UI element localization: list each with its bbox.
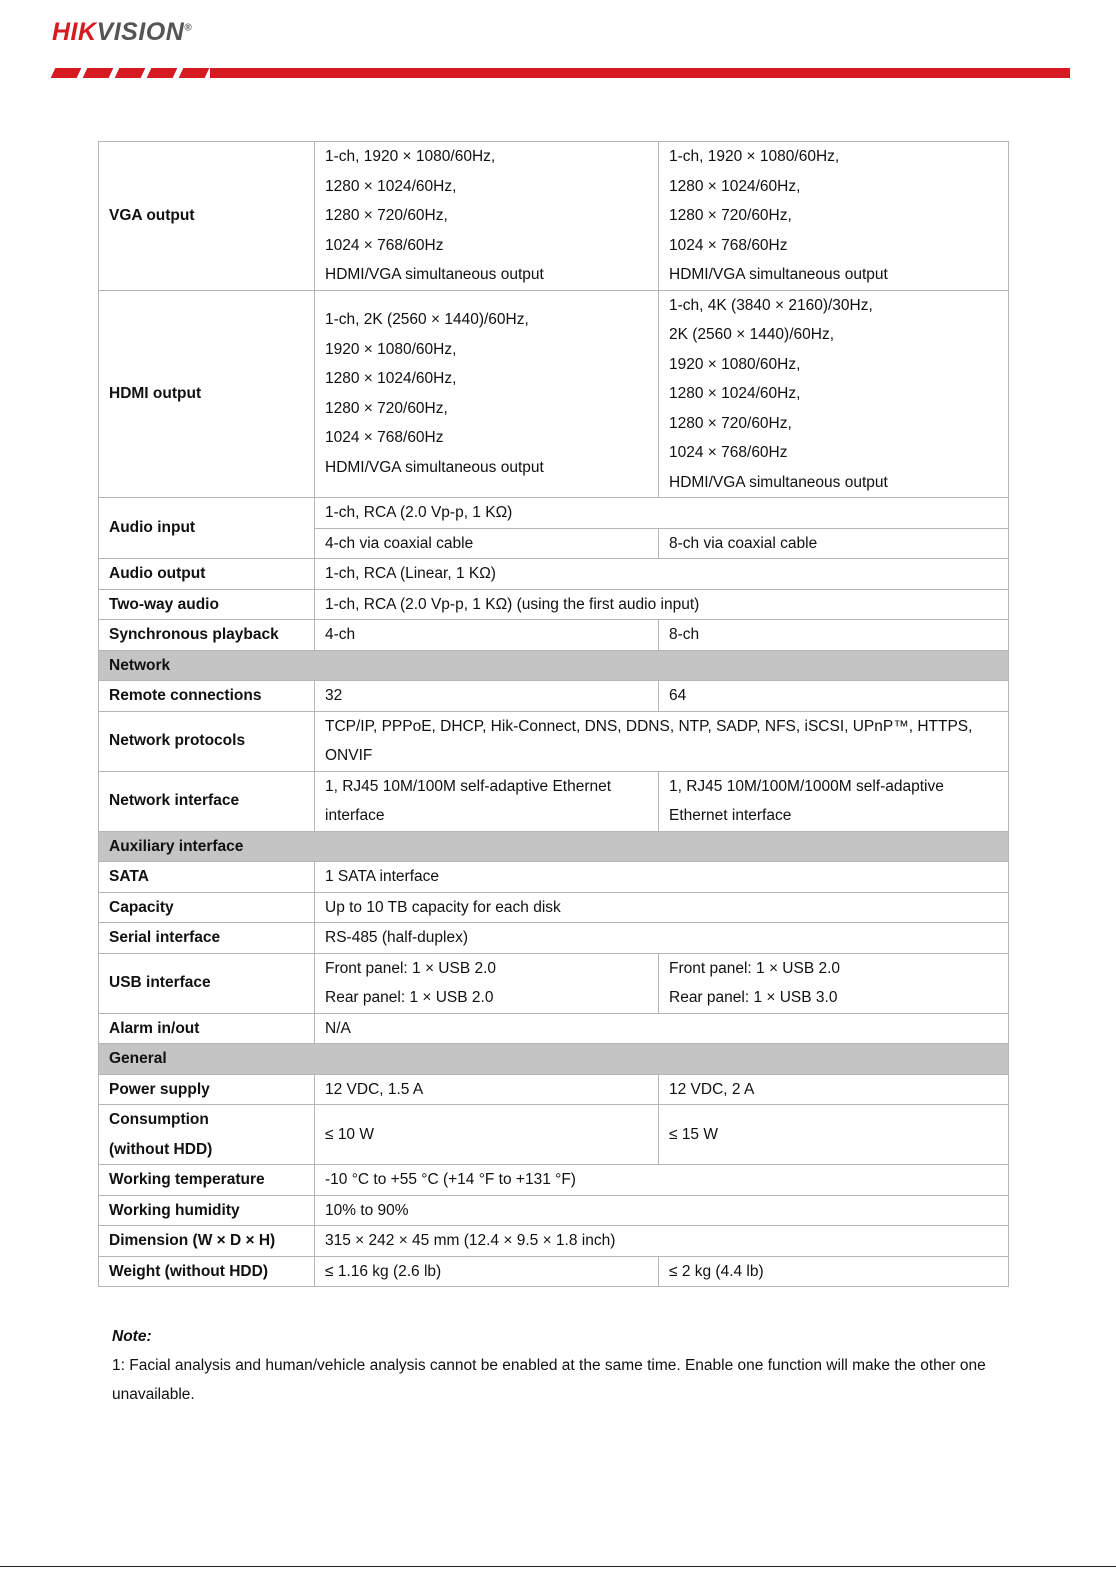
brand-logo — [52, 18, 192, 47]
row-label: SATA — [99, 862, 315, 893]
note-title: Note: — [112, 1328, 152, 1345]
section-title-network: Network — [99, 650, 1009, 681]
cell-line: 1-ch, 1920 × 1080/60Hz, — [669, 148, 840, 165]
spec-cell — [315, 142, 659, 291]
spec-cell: 315 × 242 × 45 mm (12.4 × 9.5 × 1.8 inch) — [315, 1226, 1009, 1257]
header-stripe — [115, 68, 146, 78]
header-stripe — [51, 68, 82, 78]
cell-line: 1920 × 1080/60Hz, — [669, 355, 801, 373]
note-block — [112, 1322, 1012, 1409]
row-label: Weight (without HDD) — [99, 1256, 315, 1287]
row-label: Working humidity — [99, 1195, 315, 1226]
row-label: Alarm in/out — [99, 1013, 315, 1044]
spec-cell — [659, 953, 1009, 1013]
cell-line: 1920 × 1080/60Hz, — [325, 340, 457, 358]
cell-line: 1280 × 720/60Hz, — [325, 207, 448, 224]
spec-cell: 1, RJ45 10M/100M/1000M self-adaptive Ethernet interface — [659, 771, 1009, 831]
spec-cell: 64 — [659, 681, 1009, 712]
row-label: VGA output — [99, 142, 315, 291]
row-label: Dimension (W × D × H) — [99, 1226, 315, 1257]
cell-line: 1-ch, 4K (3840 × 2160)/30Hz, — [669, 296, 873, 314]
row-label: Capacity — [99, 892, 315, 923]
cell-line: 1280 × 720/60Hz, — [669, 207, 792, 224]
spec-cell: ≤ 10 W — [315, 1105, 659, 1165]
table-row — [99, 142, 1009, 291]
cell-line: 1280 × 1024/60Hz, — [669, 177, 801, 195]
cell-line: 1280 × 1024/60Hz, — [325, 177, 457, 195]
cell-line: Front panel: 1 × USB 2.0 — [325, 959, 497, 977]
spec-cell: N/A — [315, 1013, 1009, 1044]
spec-table — [98, 141, 1009, 1287]
header-red-bar — [210, 68, 1070, 78]
row-label: Working temperature — [99, 1165, 315, 1196]
header-stripe — [83, 68, 114, 78]
cell-line: 1024 × 768/60Hz — [325, 236, 444, 254]
spec-cell — [659, 290, 1009, 498]
spec-cell: Up to 10 TB capacity for each disk — [315, 892, 1009, 923]
brand-logo-vision: VISION — [96, 18, 185, 46]
spec-cell: 1, RJ45 10M/100M self-adaptive Ethernet interface — [315, 771, 659, 831]
spec-cell — [315, 290, 659, 498]
note-text: 1: Facial analysis and human/vehicle analysis cannot be enabled at the same time. Enable one function will make the other one unavailable. — [112, 1357, 986, 1403]
cell-line: HDMI/VGA simultaneous output — [325, 458, 544, 476]
spec-cell: ≤ 15 W — [659, 1105, 1009, 1165]
brand-logo-hik: HIK — [52, 18, 97, 46]
spec-cell: 1-ch, RCA (Linear, 1 KΩ) — [315, 559, 1009, 590]
row-label: Audio input — [99, 498, 315, 559]
cell-line: 1024 × 768/60Hz — [669, 444, 788, 461]
cell-line: 1280 × 720/60Hz, — [669, 414, 792, 432]
cell-line: Front panel: 1 × USB 2.0 — [669, 959, 841, 977]
table-row — [99, 1165, 1009, 1196]
section-header-row — [99, 650, 1009, 681]
spec-cell: 1-ch, RCA (2.0 Vp-p, 1 KΩ) (using the first audio input) — [315, 589, 1009, 620]
page-bottom-rule — [0, 1566, 1116, 1567]
spec-cell: 32 — [315, 681, 659, 712]
spec-cell: 10% to 90% — [315, 1195, 1009, 1226]
spec-cell: -10 °C to +55 °C (+14 °F to +131 °F) — [315, 1165, 1009, 1196]
row-label: USB interface — [99, 953, 315, 1013]
table-row — [99, 1226, 1009, 1257]
header-stripe — [147, 68, 178, 78]
row-label: Synchronous playback — [99, 620, 315, 651]
spec-cell: TCP/IP, PPPoE, DHCP, Hik-Connect, DNS, DDNS, NTP, SADP, NFS, iSCSI, UPnP™, HTTPS, ONVIF — [315, 711, 1009, 771]
row-label: Serial interface — [99, 923, 315, 954]
table-row — [99, 1256, 1009, 1287]
cell-line: HDMI/VGA simultaneous output — [669, 473, 888, 491]
table-row — [99, 892, 1009, 923]
spec-cell: ≤ 1.16 kg (2.6 lb) — [315, 1256, 659, 1287]
row-label: HDMI output — [99, 290, 315, 498]
cell-line: HDMI/VGA simultaneous output — [325, 266, 544, 283]
cell-line: 1280 × 1024/60Hz, — [325, 370, 457, 388]
table-row — [99, 498, 1009, 529]
spec-cell: 1-ch, RCA (2.0 Vp-p, 1 KΩ) — [315, 498, 1009, 529]
spec-cell: RS-485 (half-duplex) — [315, 923, 1009, 954]
spec-cell: 8-ch — [659, 620, 1009, 651]
spec-cell: ≤ 2 kg (4.4 lb) — [659, 1256, 1009, 1287]
brand-logo-registered: ® — [184, 22, 193, 34]
cell-line: HDMI/VGA simultaneous output — [669, 266, 888, 283]
section-header-row — [99, 1044, 1009, 1075]
cell-line: 1280 × 1024/60Hz, — [669, 385, 801, 402]
row-label-line: Consumption — [109, 1111, 209, 1128]
cell-line: Rear panel: 1 × USB 3.0 — [669, 989, 838, 1006]
table-row — [99, 953, 1009, 1013]
spec-cell: 4-ch via coaxial cable — [315, 528, 659, 559]
row-label — [99, 1105, 315, 1165]
row-label: Network interface — [99, 771, 315, 831]
header-stripe — [179, 68, 210, 78]
table-row — [99, 1195, 1009, 1226]
spec-cell: 12 VDC, 2 A — [659, 1074, 1009, 1105]
cell-line: 1024 × 768/60Hz — [325, 429, 444, 447]
section-header-row — [99, 831, 1009, 862]
table-row — [99, 1013, 1009, 1044]
spec-cell: 4-ch — [315, 620, 659, 651]
spec-cell — [315, 953, 659, 1013]
table-row — [99, 771, 1009, 831]
section-title-auxiliary: Auxiliary interface — [99, 831, 1009, 862]
table-row — [99, 681, 1009, 712]
spec-cell: 1 SATA interface — [315, 862, 1009, 893]
table-row — [99, 1105, 1009, 1165]
table-row — [99, 559, 1009, 590]
spec-cell: 12 VDC, 1.5 A — [315, 1074, 659, 1105]
row-label: Audio output — [99, 559, 315, 590]
table-row — [99, 862, 1009, 893]
table-row — [99, 589, 1009, 620]
section-title-general: General — [99, 1044, 1009, 1075]
table-row — [99, 923, 1009, 954]
row-label: Remote connections — [99, 681, 315, 712]
cell-line: 2K (2560 × 1440)/60Hz, — [669, 326, 835, 343]
table-row — [99, 1074, 1009, 1105]
cell-line: 1-ch, 2K (2560 × 1440)/60Hz, — [325, 311, 529, 329]
table-row — [99, 620, 1009, 651]
spec-cell: 8-ch via coaxial cable — [659, 528, 1009, 559]
row-label-line: (without HDD) — [109, 1140, 213, 1158]
cell-line: 1-ch, 1920 × 1080/60Hz, — [325, 148, 496, 165]
table-row — [99, 711, 1009, 771]
row-label: Two-way audio — [99, 589, 315, 620]
cell-line: 1280 × 720/60Hz, — [325, 399, 448, 417]
cell-line: Rear panel: 1 × USB 2.0 — [325, 989, 494, 1006]
table-row — [99, 290, 1009, 498]
cell-line: 1024 × 768/60Hz — [669, 236, 788, 254]
spec-cell — [659, 142, 1009, 291]
row-label: Power supply — [99, 1074, 315, 1105]
row-label: Network protocols — [99, 711, 315, 771]
